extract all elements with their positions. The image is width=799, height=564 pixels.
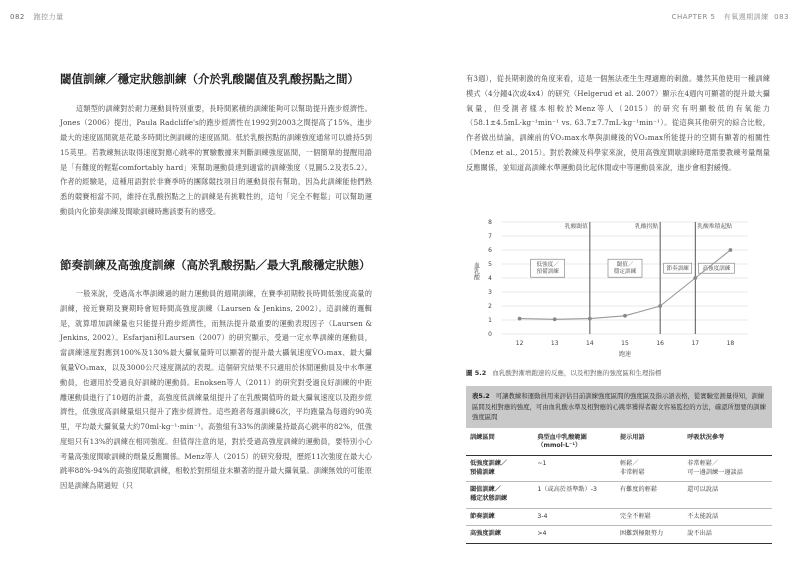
table-cell-lactate: 3-4 [533,508,616,526]
table-cell-zone: 高強度訓練 [466,526,533,544]
y-axis-label: 血乳酸 [472,262,480,280]
x-tick-label: 12 [515,340,524,347]
table-cell-breathing: 不太能說話 [683,508,772,526]
right-page-number: 083 [774,13,789,21]
y-tick-label: 4 [488,275,492,282]
table-number: 表5.2 [472,392,490,400]
table-header-breathing: 呼吸狀況參考 [683,428,772,456]
lactate-chart [466,210,766,360]
chapter-title: 有氧週期訓練 [723,13,769,21]
table-row [466,482,772,508]
left-page-header [10,12,64,22]
table-cell-breathing: 還可以說話 [683,482,772,508]
paragraph-tempo: 一般來說，受過高水準訓練過的耐力運動員的週期訓練，在賽季初期較長時間低強度高量的訓練，接近賽期及賽期時會短時間高強度訓練（Laursen & Jenkins, 2002）。這訓練的邏輯是，就算增加訓練量也只能提升跑步經濟性，而無法提升最重要的運動表現因子（Laursen & Jenkins, 2002）。Esfarjani和Laursen（2007）的研究顯示，受過一定水準訓練的運動員，當訓練速度對應到100%及130%最大攝氧量時可以顯著的提升最大攝氧速度V̇O₂max、最大攝氧量V̇O₂max，以及3000公尺速度測試的表現。這個研究結果不只適用於休閒運動員及中水準運動員，也適用於受過良好訓練的運動員。Enoksen等人（2011）的研究對受過良好訓練的中距離運動員進行了10週的計畫，高強度低訓練量組提升了在乳酸閾值時的最大攝氧速度以及跑步經濟性，低強度高訓練量組只提升了跑步經濟性。這些跑者每週訓練6次，平均跑量為每週約90英里，平均最大攝氧量大約70ml·kg⁻¹·min⁻¹。高強組有33%的訓練量持最高心跳率的82%，低強度組只有13%的訓練在相同強度。但值得注意的是，對於受過高強度訓練的運動員，要特別小心考量高強度間歇訓練的劑量反應關係。Menz等人（2015）的研究發現，歷經11次強度在最大心跳率88%-94%的高強度間歇訓練，相較於對照組並未顯著的提升最大攝氧量。訓練無效的可能原因是訓練為期過短（只 [60,289,373,491]
x-tick-label: 18 [726,340,735,347]
table-cell-breathing: 非常輕鬆／ 可一邊訓練一邊談話 [683,456,772,482]
table-cell-cue: 困難到極限努力 [616,526,683,544]
y-tick-label: 0 [488,331,492,338]
table-cell-lactate: >4 [533,526,616,544]
table-header-cue: 提示用語 [616,428,683,456]
section-heading-threshold: 閾值訓練／穩定狀態訓練（介於乳酸閾值及乳酸拐點之間） [60,72,359,86]
x-tick-label: 14 [586,340,594,347]
y-tick-label: 1 [488,317,492,324]
data-point [729,248,733,252]
x-tick-label: 16 [656,340,664,347]
table-cell-zone: 閾值訓練／ 穩定狀態訓練 [466,482,533,508]
zone-label: 高強度訓練 [702,266,731,273]
table-cell-zone: 低強度訓練／ 預備訓練 [466,456,533,482]
figure-caption-text: 血乳酸對漸增跑速的反應，以及相對應的強度區和生理指標 [492,369,662,377]
zone-label: 閾值／ [616,262,634,269]
x-axis-label: 跑速 [618,351,632,358]
data-point [588,317,592,321]
lactate-chart-svg [466,210,766,360]
paragraph-threshold: 這類型的訓練對於耐力運動員特別重要，長時間累積的訓練能夠可以幫助提升跑步經濟性。Jones（2006）提出，Paula Radcliffe's的跑步經濟性在1992到2003之間提高了15%，進步最大的速度區間就是花最多時間比例訓練的速度區間。低於乳酸拐點的訓練強度通常可以維持5到15英里。若教練無法取得速度對應心跳率的實驗數據來判斷訓練強度區間，一個簡單的提醒用語是「有難度的輕鬆comfortably hard」來幫助運動員達到適當的訓練強度（見圖5.2及表5.2）。作者的經驗是，這種用語對於非賽季時的團隊競技項目的運動員很有幫助，因為此訓練能他們熟悉的競賽相當不同，維持在乳酸拐點之上的訓練是有挑戰性的，這句「完全不輕鬆」可以幫助運動員內化節奏訓練及間歇訓練時應該要有的感受。 [60,103,372,216]
zone-label: 預備訓練 [536,269,559,276]
table-header-lactate-text: 典型血中乳酸範圍 （mmol·L⁻¹） [537,433,587,450]
x-tick-label: 17 [691,340,700,347]
table-row [466,508,772,526]
table-cell-cue: 完全不輕鬆 [616,508,683,526]
threshold-label: 乳酸拐點 [634,224,659,230]
data-point [553,317,557,321]
figure-number: 圖 5.2 [466,369,487,377]
zone-label: 低強度／ [536,262,559,269]
left-column [60,72,372,494]
threshold-label: 乳酸堆積起點 [697,224,733,230]
paragraph-continued: 有3週），從長期刺激的角度來看，這是一個無法產生生理適應的刺激。雖然其他使用一種訓練模式（4分鐘4次或4x4）的研究（Helgerud et al. 2007）顯示在4週內可顯著的提升最大攝氧量，但受測者樣本相較於Menz等人（2015）的研究有明顯較低的有氧能力（58.1±4.5mL·kg⁻¹min⁻¹ vs. 63.7±7.7mL·kg⁻¹min⁻¹）。從這與其他研究的綜合比較，作者做出結論，訓練前的V̇O₂max水準與訓練後的V̇O₂max所能提升的空間有顯著的相關性（Menz et al., 2015）。對於教練及科學家來說，使用高強度間歇訓練時還需要教練考量劑量反應關係，並知道高訓練水準運動員比起休閒或中等運動員來說，進步會相對緩慢。 [466,74,770,172]
y-tick-label: 8 [488,219,492,226]
data-point [518,317,522,321]
data-point [693,276,697,280]
x-tick-label: 15 [621,340,629,347]
table-cell-lactate: 1（或高於基準點）-3 [533,482,616,508]
right-column [466,72,770,175]
data-point [658,304,662,308]
y-tick-label: 3 [488,289,492,296]
x-tick-label: 13 [550,340,559,347]
threshold-label: 乳酸閾值 [564,224,588,230]
y-tick-label: 2 [488,303,492,310]
zone-label: 穩定訓練 [613,269,637,276]
table-cell-lactate: ~1 [533,456,616,482]
zone-label: 節奏訓練 [666,266,689,273]
table-cell-zone: 節奏訓練 [466,508,533,526]
chapter-label: CHAPTER 5 [671,13,716,21]
y-tick-label: 7 [488,233,492,240]
figure-caption [466,368,661,377]
section-heading-tempo: 節奏訓練及高強度訓練（高於乳酸拐點／最大乳酸穩定狀態） [60,257,371,272]
table-title-text: 可讓教練和運動員用來評估目前訓練強度區間的強度區及指示語表格，從實驗室測量得知，訓練區間及相對應的強度，可由血乳酸水準及相對應的心跳率獲得者親文容易監控的方法，確認所想要的訓練強度區間 [472,392,766,422]
table-title [466,386,772,428]
table-header-row [466,428,772,456]
table-header-lactate [533,428,616,456]
table-header-zone: 訓練區間 [466,428,533,456]
right-page-header [672,12,789,22]
y-tick-label: 6 [488,247,492,254]
data-point [623,314,627,318]
table-row [466,526,772,544]
intensity-table-box [466,386,772,544]
intensity-table [466,428,772,544]
table-cell-breathing: 說不出話 [683,526,772,544]
left-page-number: 082 [10,13,25,21]
table-row [466,456,772,482]
table-cell-cue: 輕鬆／ 非常輕鬆 [616,456,683,482]
left-book-title: 跑控力量 [33,13,64,21]
table-cell-cue: 有難度的輕鬆 [616,482,683,508]
y-tick-label: 5 [488,261,492,268]
